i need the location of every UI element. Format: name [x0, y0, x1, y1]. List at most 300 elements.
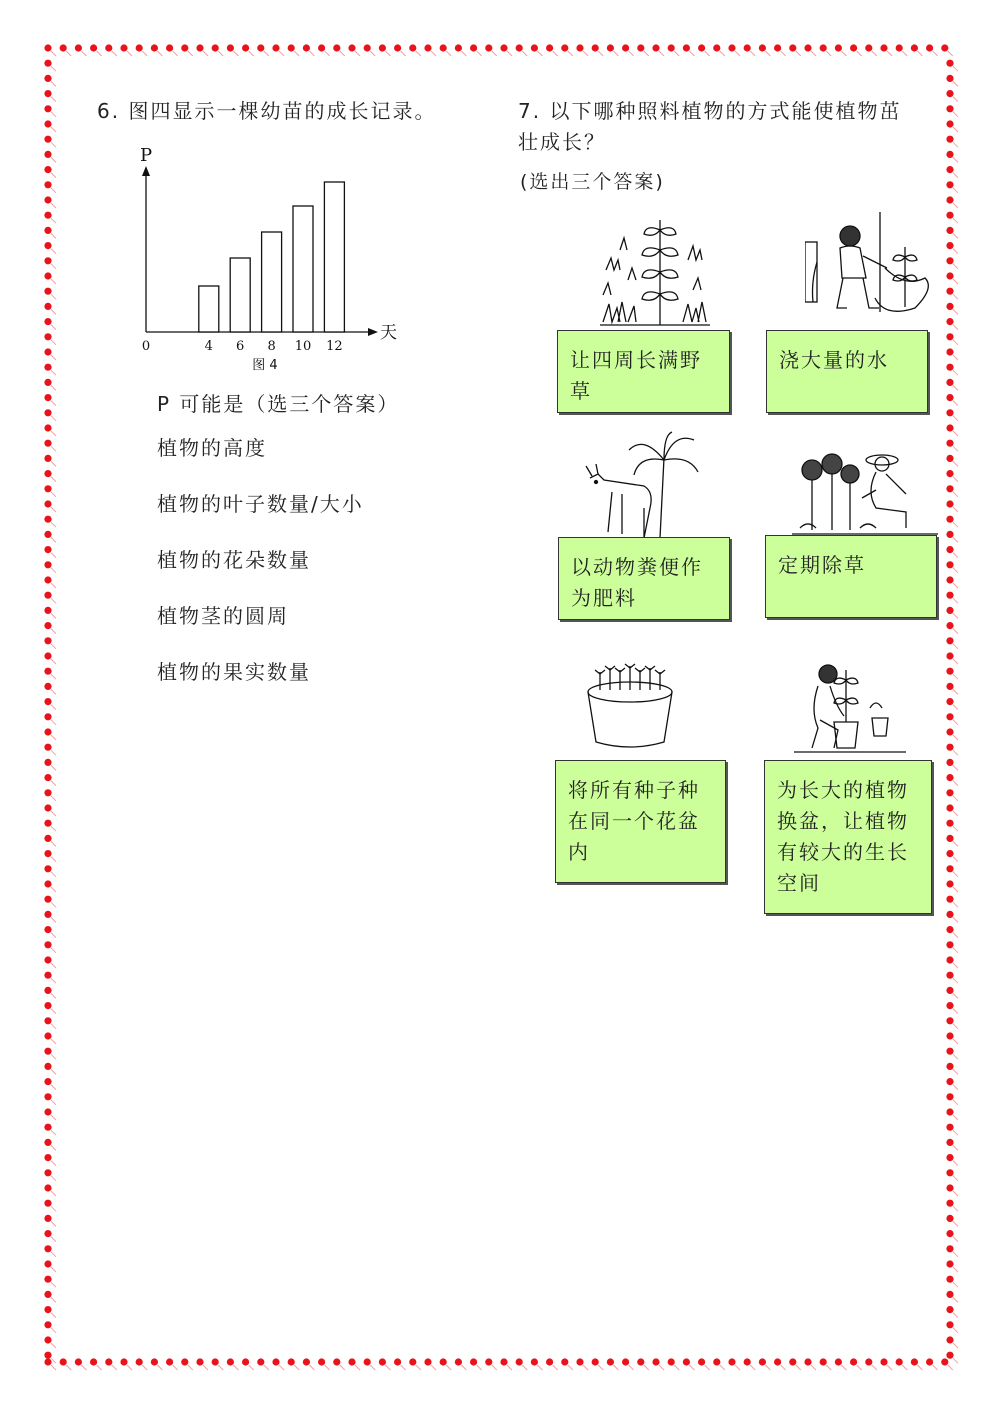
x-tick-label: 0 — [141, 339, 151, 354]
option-3[interactable]: 植物的花朵数量 — [157, 548, 311, 572]
border-dot — [946, 75, 953, 82]
border-dash — [613, 51, 618, 56]
border-dash — [507, 51, 512, 56]
border-dash — [917, 51, 922, 56]
border-dash — [51, 1024, 56, 1029]
border-dash — [720, 51, 725, 56]
border-dot — [820, 1358, 827, 1365]
border-dot — [44, 911, 51, 918]
border-dot — [44, 972, 51, 979]
border-dash — [689, 1365, 694, 1370]
border-dot — [44, 744, 51, 751]
border-dash — [953, 264, 958, 269]
border-dot — [196, 44, 203, 51]
border-dash — [492, 51, 497, 56]
border-dash — [51, 401, 56, 406]
border-dot — [946, 470, 953, 477]
border-dot — [440, 44, 447, 51]
border-dash — [902, 51, 907, 56]
question-6-title: 6. 图四显示一棵幼苗的成长记录。 — [97, 99, 437, 123]
border-dash — [953, 1206, 958, 1211]
border-dot — [44, 531, 51, 538]
girl-weeding-sunflowers-icon — [790, 450, 940, 536]
border-dash — [51, 1267, 56, 1272]
border-dash — [401, 51, 406, 56]
border-dot — [44, 1245, 51, 1252]
card-animal-manure[interactable]: 以动物粪便作为肥料 — [558, 537, 730, 620]
border-dot — [44, 1321, 51, 1328]
card-repot-plants[interactable]: 为长大的植物换盆，让植物有较大的生长空间 — [764, 760, 932, 914]
border-dash — [385, 51, 390, 56]
border-dot — [44, 500, 51, 507]
border-dash — [81, 1365, 86, 1370]
border-dash — [953, 933, 958, 938]
border-dash — [953, 1054, 958, 1059]
border-dash — [857, 1365, 862, 1370]
border-dash — [953, 233, 958, 238]
border-dash — [953, 385, 958, 390]
border-dot — [75, 1358, 82, 1365]
border-dot — [561, 44, 568, 51]
border-dot — [44, 835, 51, 842]
border-dash — [401, 1365, 406, 1370]
border-dot — [44, 850, 51, 857]
border-dot — [576, 1358, 583, 1365]
x-axis-arrow — [368, 328, 378, 336]
border-dash — [51, 507, 56, 512]
border-dash — [953, 887, 958, 892]
border-dash — [872, 51, 877, 56]
border-dot — [44, 257, 51, 264]
border-dash — [953, 294, 958, 299]
border-dash — [203, 51, 208, 56]
border-dash — [173, 51, 178, 56]
border-dot — [44, 804, 51, 811]
border-dash — [953, 1252, 958, 1257]
border-dot — [713, 44, 720, 51]
x-tick-label: 8 — [267, 339, 276, 354]
border-dash — [953, 325, 958, 330]
border-dash — [51, 735, 56, 740]
border-dash — [953, 173, 958, 178]
boy-watering-icon — [805, 212, 945, 324]
border-dash — [51, 887, 56, 892]
border-dot — [44, 1184, 51, 1191]
border-dash — [309, 51, 314, 56]
border-dash — [112, 51, 117, 56]
border-dot — [196, 1358, 203, 1365]
border-dot — [333, 44, 340, 51]
border-dash — [51, 1145, 56, 1150]
border-dot — [946, 242, 953, 249]
card-lots-of-water[interactable]: 浇大量的水 — [766, 330, 928, 413]
border-dash — [51, 1328, 56, 1333]
border-dash — [51, 294, 56, 299]
border-dot — [485, 1358, 492, 1365]
border-dash — [51, 1161, 56, 1166]
border-dash — [953, 1313, 958, 1318]
border-dash — [51, 370, 56, 375]
border-dot — [44, 668, 51, 675]
border-dash — [51, 537, 56, 542]
border-dot — [44, 789, 51, 796]
border-dot — [44, 1215, 51, 1222]
border-dot — [120, 1358, 127, 1365]
border-dot — [850, 1358, 857, 1365]
border-dot — [744, 44, 751, 51]
border-dash — [953, 431, 958, 436]
border-dot — [946, 987, 953, 994]
border-dash — [157, 51, 162, 56]
border-dot — [622, 1358, 629, 1365]
border-dash — [51, 1009, 56, 1014]
boy-repotting-icon — [790, 660, 910, 754]
border-dash — [51, 340, 56, 345]
border-dot — [946, 333, 953, 340]
border-dash — [416, 51, 421, 56]
border-dash — [51, 325, 56, 330]
border-dash — [51, 279, 56, 284]
border-dash — [948, 1365, 953, 1370]
border-dash — [953, 689, 958, 694]
border-dot — [946, 1336, 953, 1343]
question-6-prompt: P 可能是（选三个答案） — [157, 392, 400, 416]
border-dot — [257, 44, 264, 51]
border-dash — [953, 157, 958, 162]
border-dot — [946, 1093, 953, 1100]
border-dash — [953, 598, 958, 603]
border-dot — [926, 44, 933, 51]
border-dash — [953, 948, 958, 953]
border-dot — [44, 774, 51, 781]
border-dot — [789, 44, 796, 51]
card-seeds-same-pot[interactable]: 将所有种子种在同一个花盆内 — [555, 760, 726, 883]
border-dot — [44, 90, 51, 97]
border-dash — [97, 1365, 102, 1370]
border-dash — [953, 872, 958, 877]
border-dash — [51, 1100, 56, 1105]
border-dot — [44, 1048, 51, 1055]
border-dot — [44, 348, 51, 355]
x-axis-label: 天 — [380, 323, 397, 343]
border-dot — [946, 956, 953, 963]
border-dash — [51, 1054, 56, 1059]
border-dot — [44, 987, 51, 994]
border-dot — [44, 227, 51, 234]
border-dash — [953, 188, 958, 193]
border-dot — [44, 865, 51, 872]
border-dash — [51, 811, 56, 816]
border-dot — [44, 576, 51, 583]
border-dash — [51, 1358, 56, 1363]
border-dash — [385, 1365, 390, 1370]
border-dot — [44, 713, 51, 720]
border-dot — [946, 1321, 953, 1328]
border-dot — [576, 44, 583, 51]
option-1[interactable]: 植物的高度 — [157, 436, 267, 460]
border-dot — [44, 1169, 51, 1176]
border-dot — [946, 151, 953, 158]
border-dot — [946, 227, 953, 234]
border-dash — [553, 51, 558, 56]
border-dot — [212, 1358, 219, 1365]
border-dot — [44, 683, 51, 690]
border-dot — [946, 1260, 953, 1267]
border-dash — [953, 66, 958, 71]
border-dot — [946, 1124, 953, 1131]
border-dash — [157, 1365, 162, 1370]
border-dot — [941, 1358, 948, 1365]
border-dash — [51, 309, 56, 314]
border-dot — [946, 1200, 953, 1207]
border-dash — [953, 507, 958, 512]
x-tick-label: 10 — [294, 339, 312, 354]
border-dash — [953, 1282, 958, 1287]
border-dash — [953, 81, 958, 86]
border-dot — [166, 44, 173, 51]
border-dot — [44, 394, 51, 401]
border-dot — [409, 1358, 416, 1365]
border-dot — [44, 470, 51, 477]
border-dash — [51, 127, 56, 132]
border-dot — [946, 257, 953, 264]
border-dash — [953, 659, 958, 664]
card-regular-weeding[interactable]: 定期除草 — [765, 535, 937, 618]
border-dot — [946, 789, 953, 796]
border-dot — [44, 652, 51, 659]
border-dash — [553, 1365, 558, 1370]
border-dash — [826, 1365, 831, 1370]
border-dash — [953, 416, 958, 421]
border-dash — [51, 826, 56, 831]
border-dash — [51, 97, 56, 102]
border-dash — [598, 1365, 603, 1370]
option-4[interactable]: 植物茎的圆周 — [157, 604, 289, 628]
border-dot — [44, 1358, 51, 1365]
border-dash — [51, 81, 56, 86]
border-dot — [257, 1358, 264, 1365]
border-dash — [51, 203, 56, 208]
border-dash — [953, 1145, 958, 1150]
border-dot — [455, 44, 462, 51]
border-dash — [51, 1343, 56, 1348]
border-dash — [953, 568, 958, 573]
border-dot — [44, 607, 51, 614]
border-dot — [713, 1358, 720, 1365]
border-dot — [946, 1048, 953, 1055]
border-dot — [946, 926, 953, 933]
border-dash — [953, 1176, 958, 1181]
border-dash — [51, 355, 56, 360]
border-dash — [279, 51, 284, 56]
border-dash — [477, 51, 482, 56]
border-dot — [946, 592, 953, 599]
border-dash — [953, 1130, 958, 1135]
border-dot — [90, 44, 97, 51]
border-dot — [44, 1078, 51, 1085]
border-dash — [51, 249, 56, 254]
border-dash — [51, 933, 56, 938]
border-dot — [946, 181, 953, 188]
border-dot — [946, 668, 953, 675]
border-dash — [218, 51, 223, 56]
border-dash — [203, 1365, 208, 1370]
border-dash — [953, 1085, 958, 1090]
border-dot — [424, 44, 431, 51]
border-dash — [51, 477, 56, 482]
border-dot — [531, 44, 538, 51]
border-dot — [946, 409, 953, 416]
x-tick-label: 12 — [326, 339, 343, 354]
border-dot — [44, 212, 51, 219]
border-dot — [668, 1358, 675, 1365]
border-dash — [826, 51, 831, 56]
border-dash — [51, 583, 56, 588]
border-dot — [242, 44, 249, 51]
border-dash — [953, 218, 958, 223]
border-dash — [446, 1365, 451, 1370]
border-dash — [51, 218, 56, 223]
border-dot — [409, 44, 416, 51]
seedlings-pot-icon — [585, 662, 675, 750]
border-dot — [728, 1358, 735, 1365]
border-dot — [303, 1358, 310, 1365]
border-dash — [461, 1365, 466, 1370]
x-tick-label: 6 — [236, 339, 245, 354]
border-dot — [44, 956, 51, 963]
option-2[interactable]: 植物的叶子数量/大小 — [157, 492, 364, 516]
border-dot — [946, 1306, 953, 1313]
border-dash — [872, 1365, 877, 1370]
border-dot — [500, 44, 507, 51]
border-dot — [946, 303, 953, 310]
border-dash — [811, 1365, 816, 1370]
border-dot — [44, 120, 51, 127]
border-dot — [926, 1358, 933, 1365]
border-dash — [953, 583, 958, 588]
border-dash — [51, 917, 56, 922]
border-dot — [60, 1358, 67, 1365]
border-dash — [953, 370, 958, 375]
border-dash — [953, 1039, 958, 1044]
border-dot — [946, 500, 953, 507]
option-5[interactable]: 植物的果实数量 — [157, 660, 311, 684]
border-dot — [44, 1200, 51, 1207]
border-dash — [953, 978, 958, 983]
border-dot — [181, 1358, 188, 1365]
border-dot — [44, 485, 51, 492]
border-dot — [946, 546, 953, 553]
border-dash — [953, 1009, 958, 1014]
border-dash — [933, 1365, 938, 1370]
border-dot — [774, 44, 781, 51]
border-dash — [370, 1365, 375, 1370]
border-dash — [953, 826, 958, 831]
border-dot — [44, 516, 51, 523]
border-dash — [355, 51, 360, 56]
border-dash — [953, 1358, 958, 1363]
border-dot — [946, 759, 953, 766]
border-dash — [51, 689, 56, 694]
border-dot — [44, 303, 51, 310]
border-dot — [946, 440, 953, 447]
border-dot — [946, 728, 953, 735]
border-dot — [303, 44, 310, 51]
border-dot — [44, 288, 51, 295]
border-dot — [774, 1358, 781, 1365]
border-dot — [592, 44, 599, 51]
border-dot — [946, 880, 953, 887]
border-dot — [946, 1230, 953, 1237]
border-dot — [166, 1358, 173, 1365]
border-dot — [44, 1154, 51, 1161]
border-dot — [946, 1002, 953, 1009]
border-dot — [865, 1358, 872, 1365]
border-dot — [44, 379, 51, 386]
border-dash — [568, 1365, 573, 1370]
border-dot — [946, 637, 953, 644]
border-dot — [318, 1358, 325, 1365]
border-dot — [946, 1276, 953, 1283]
border-dash — [953, 644, 958, 649]
border-dot — [348, 44, 355, 51]
border-dash — [953, 1115, 958, 1120]
border-dash — [953, 796, 958, 801]
border-dash — [51, 1039, 56, 1044]
border-dash — [933, 51, 938, 56]
border-dot — [652, 44, 659, 51]
border-dash — [811, 51, 816, 56]
border-dot — [318, 44, 325, 51]
border-dot — [44, 151, 51, 158]
border-dash — [51, 659, 56, 664]
card-let-weeds-grow[interactable]: 让四周长满野草 — [557, 330, 730, 413]
border-dot — [946, 576, 953, 583]
border-dash — [51, 978, 56, 983]
border-dot — [44, 1017, 51, 1024]
border-dash — [461, 51, 466, 56]
border-dash — [953, 522, 958, 527]
border-dash — [51, 173, 56, 178]
border-dot — [946, 272, 953, 279]
border-dash — [51, 112, 56, 117]
border-dash — [537, 1365, 542, 1370]
border-dash — [537, 51, 542, 56]
border-dot — [348, 1358, 355, 1365]
border-dash — [51, 765, 56, 770]
border-dash — [51, 841, 56, 846]
border-dash — [51, 1069, 56, 1074]
border-dot — [946, 1017, 953, 1024]
border-dash — [340, 1365, 345, 1370]
border-dot — [288, 44, 295, 51]
border-dot — [44, 1306, 51, 1313]
border-dot — [946, 804, 953, 811]
border-dot — [90, 1358, 97, 1365]
border-dash — [953, 340, 958, 345]
border-dash — [112, 1365, 117, 1370]
border-dash — [953, 553, 958, 558]
border-dot — [607, 1358, 614, 1365]
border-dot — [44, 1291, 51, 1298]
border-dot — [946, 941, 953, 948]
border-dot — [44, 820, 51, 827]
border-dot — [44, 1336, 51, 1343]
border-dash — [953, 674, 958, 679]
border-dot — [44, 44, 51, 51]
border-dash — [51, 264, 56, 269]
border-dot — [394, 44, 401, 51]
